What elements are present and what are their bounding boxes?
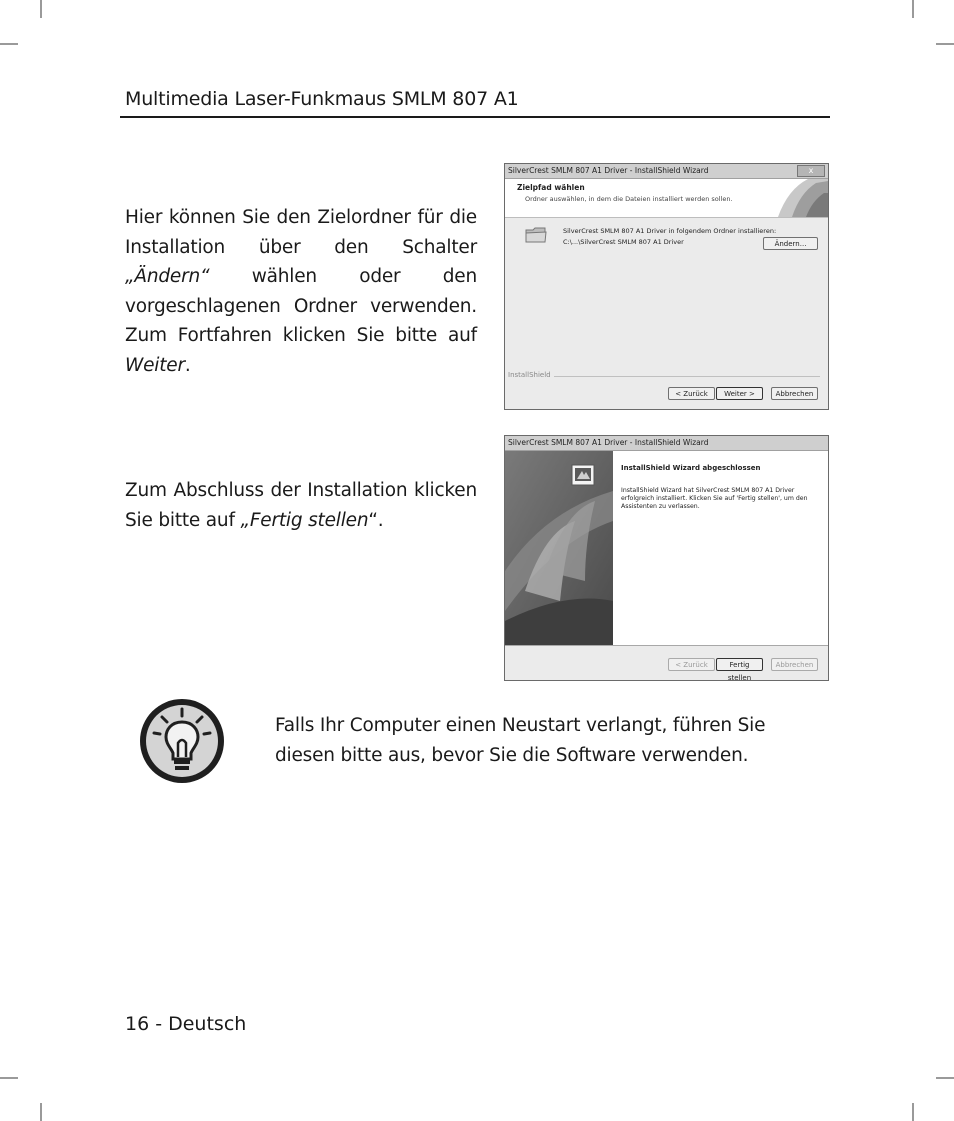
install-complete-dialog-screenshot: [504, 435, 829, 681]
section1-text-mid: wählen oder den vorgeschlagenen Ordner verwenden. Zum Fortfahren klicken Sie bitte auf: [125, 266, 477, 346]
header-rule: [120, 116, 830, 118]
dialog-banner: [505, 179, 828, 218]
completion-panel: [613, 451, 828, 645]
section2-text-after: “.: [368, 509, 384, 531]
back-button[interactable]: < Zurück: [668, 387, 715, 400]
dialog-titlebar: [505, 164, 828, 179]
section1-text-before: Hier können Sie den Zielordner für die Installation über den Schalter: [125, 207, 477, 258]
installshield-label: InstallShield: [508, 371, 554, 379]
section2-text-emphasis: „Fertig stellen: [240, 509, 369, 531]
completion-title: InstallShield Wizard abgeschlossen: [621, 464, 761, 472]
section2-text-before: Zum Abschluss der Installation klicken Sie bitte auf: [125, 480, 477, 531]
install-path-dialog-screenshot: [504, 163, 829, 410]
banner-subtitle: Ordner auswählen, in dem die Dateien installiert werden sollen.: [525, 195, 733, 203]
restart-note: Falls Ihr Computer einen Neustart verlangt, führen Sie diesen bitte aus, bevor Sie die Software verwenden.: [275, 715, 766, 766]
separator-line: [505, 645, 828, 646]
page-header-title: Multimedia Laser-Funkmaus SMLM 807 A1: [125, 88, 519, 110]
cancel-button[interactable]: Abbrechen: [771, 387, 818, 400]
installshield-side-art-icon: [505, 451, 613, 645]
crop-mark: [912, 1103, 914, 1121]
completion-text: InstallShield Wizard hat SilverCrest SMLM 807 A1 Driver erfolgreich installiert. Klicken Sie auf 'Fertig stellen', um den Assistenten zu verlassen.: [621, 487, 808, 510]
crop-mark: [936, 43, 954, 45]
section1-text-emphasis-2: Weiter: [125, 354, 185, 376]
crop-mark: [0, 43, 18, 45]
dialog-titlebar: [505, 436, 828, 451]
crop-mark: [40, 1103, 42, 1121]
crop-mark: [0, 1077, 18, 1079]
section1-paragraph: [125, 203, 477, 380]
section1-text-after: .: [184, 354, 191, 376]
change-folder-button[interactable]: Ändern...: [763, 237, 818, 250]
separator-line: [508, 376, 820, 377]
section1-text-emphasis: „Ändern“: [125, 266, 210, 287]
installshield-banner-art-icon: [758, 179, 828, 217]
close-button[interactable]: x: [797, 165, 825, 177]
crop-mark: [912, 0, 914, 18]
destination-label: SilverCrest SMLM 807 A1 Driver in folgendem Ordner installieren:: [563, 227, 777, 235]
finish-button[interactable]: Fertig stellen: [716, 658, 763, 671]
crop-mark: [936, 1077, 954, 1079]
wizard-computer-icon: [571, 464, 595, 486]
cancel-button[interactable]: Abbrechen: [771, 658, 818, 671]
page-footer: 16 - Deutsch: [125, 1013, 247, 1035]
crop-mark: [40, 0, 42, 18]
banner-title: Zielpfad wählen: [517, 183, 585, 192]
back-button[interactable]: < Zurück: [668, 658, 715, 671]
next-button[interactable]: Weiter >: [716, 387, 763, 400]
section2-paragraph: [125, 476, 477, 535]
dialog-title: SilverCrest SMLM 807 A1 Driver - InstallShield Wizard: [508, 166, 709, 175]
lightbulb-icon: [138, 697, 226, 785]
destination-path: C:\...\SilverCrest SMLM 807 A1 Driver: [563, 238, 684, 246]
dialog-title: SilverCrest SMLM 807 A1 Driver - InstallShield Wizard: [508, 438, 709, 447]
folder-icon: [525, 226, 547, 244]
